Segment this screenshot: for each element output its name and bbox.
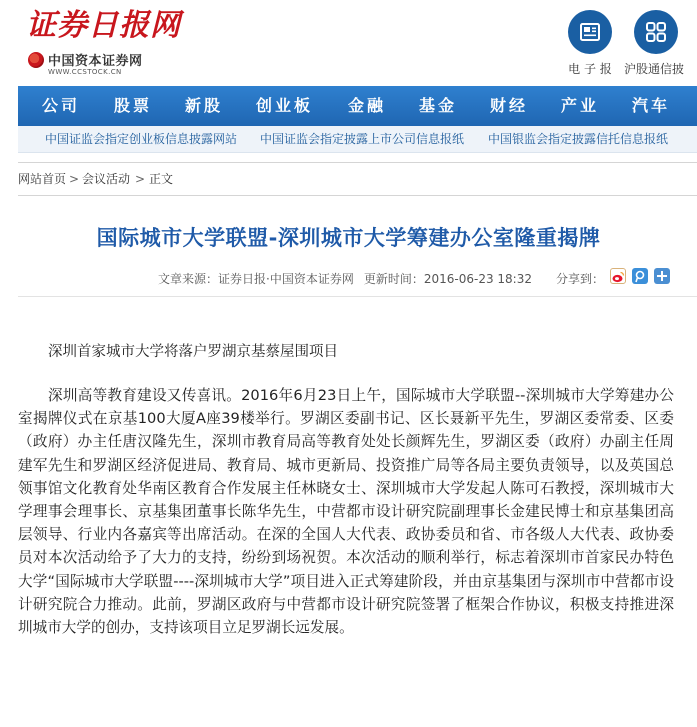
nav-item-ipo[interactable]: 新股 bbox=[185, 96, 224, 115]
article-title: 国际城市大学联盟-深圳城市大学筹建办公室隆重揭牌 bbox=[96, 226, 601, 250]
more-share-icon[interactable] bbox=[654, 268, 670, 284]
article-meta bbox=[158, 270, 532, 287]
article-body: 深圳高等教育建设又传喜讯。2016年6月23日上午，国际城市大学联盟--深圳城市大学筹建办公室揭牌仪式在京基100大厦A座39楼举行。罗湖区委副书记、区长聂新平先生，罗湖区委常委、区委（政府）办主任唐汉隆先生，深圳市教育局高等教育处处长颜辉先生，罗湖区委（政府）办副主任周建军先生和罗湖区经济促进局、教育局、城市更新局、投资推广局等各局主要负责领导，以及英国总领事馆文化教育处华南区教育合作发展主任林晓女士、深圳城市大学发起人陈可石教授，深圳城市大学理事会理事长、京基集团董事长陈华先生，中营都市设计研究院副理事长金建民博士和京基集团高层领导、行业内各嘉宾等出席活动。在深的全国人大代表、政协委员和省、市各级人大代表、政协委员对本次活动给予了大力的支持，纷纷到场祝贺。本次活动的顺利举行，标志着深圳市首家民办特色大学“国际城市大学联盟----深圳城市大学”项目进入正式筹建阶段，并由京基集团与深圳市中营都市设计研究院合力推动。此前，罗湖区政府与中营都市设计研究院签署了框架合作协议，积极支持推进深圳城市大学的创办，支持该项目立足罗湖长远发展。 bbox=[18, 387, 674, 637]
article-time: 2016-06-23 18:32 bbox=[423, 272, 532, 286]
sub-logo-text[interactable]: 中国资本证券网 bbox=[48, 54, 143, 69]
nav-item-stocks[interactable]: 股票 bbox=[114, 96, 153, 115]
sub-logo-icon bbox=[28, 52, 44, 68]
nav-item-funds[interactable]: 基金 bbox=[419, 96, 458, 115]
nav-item-auto[interactable]: 汽车 bbox=[632, 96, 671, 115]
breadcrumb-home-link[interactable]: 网站首页 bbox=[18, 172, 67, 186]
site-logo[interactable]: 证券日报网 bbox=[26, 8, 181, 43]
tencent-weibo-share-icon[interactable] bbox=[632, 268, 648, 284]
hk-connect-button[interactable] bbox=[624, 10, 685, 77]
subnav-item-trust-disclosure[interactable]: 中国银监会指定披露信托信息报纸 bbox=[488, 132, 669, 146]
time-label: 更新时间： bbox=[363, 272, 424, 286]
epaper-label: 电 子 报 bbox=[568, 62, 612, 76]
breadcrumb-separator: > bbox=[69, 172, 80, 186]
nav-item-company[interactable]: 公司 bbox=[42, 96, 81, 115]
epaper-button[interactable] bbox=[566, 10, 614, 77]
disclosure-bar bbox=[18, 126, 697, 153]
breadcrumb bbox=[18, 162, 697, 196]
newspaper-icon bbox=[568, 10, 612, 54]
subnav-item-listed-disclosure[interactable]: 中国证监会指定披露上市公司信息报纸 bbox=[260, 132, 465, 146]
meta-divider bbox=[18, 296, 697, 297]
main-nav bbox=[18, 86, 697, 126]
breadcrumb-current: 正文 bbox=[149, 172, 174, 186]
breadcrumb-separator: > bbox=[135, 172, 146, 186]
nav-item-gem[interactable]: 创业板 bbox=[256, 96, 314, 115]
subnav-item-gem-disclosure[interactable]: 中国证监会指定创业板信息披露网站 bbox=[45, 132, 238, 146]
weibo-share-icon[interactable] bbox=[610, 268, 626, 284]
source-label: 文章来源： bbox=[158, 272, 219, 286]
share-label: 分享到： bbox=[556, 272, 605, 286]
nav-item-industry[interactable]: 产业 bbox=[561, 96, 600, 115]
grid-icon bbox=[634, 10, 678, 54]
nav-item-economy[interactable]: 财经 bbox=[490, 96, 529, 115]
nav-item-finance[interactable]: 金融 bbox=[348, 96, 387, 115]
site-url: WWW.CCSTOCK.CN bbox=[48, 68, 122, 76]
article-source: 证券日报·中国资本证券网 bbox=[218, 272, 354, 286]
breadcrumb-section-link[interactable]: 会议活动 bbox=[82, 172, 131, 186]
article-lead: 深圳首家城市大学将落户罗湖京基蔡屋围项目 bbox=[48, 344, 338, 360]
hk-connect-label: 沪股通信披 bbox=[624, 62, 685, 76]
